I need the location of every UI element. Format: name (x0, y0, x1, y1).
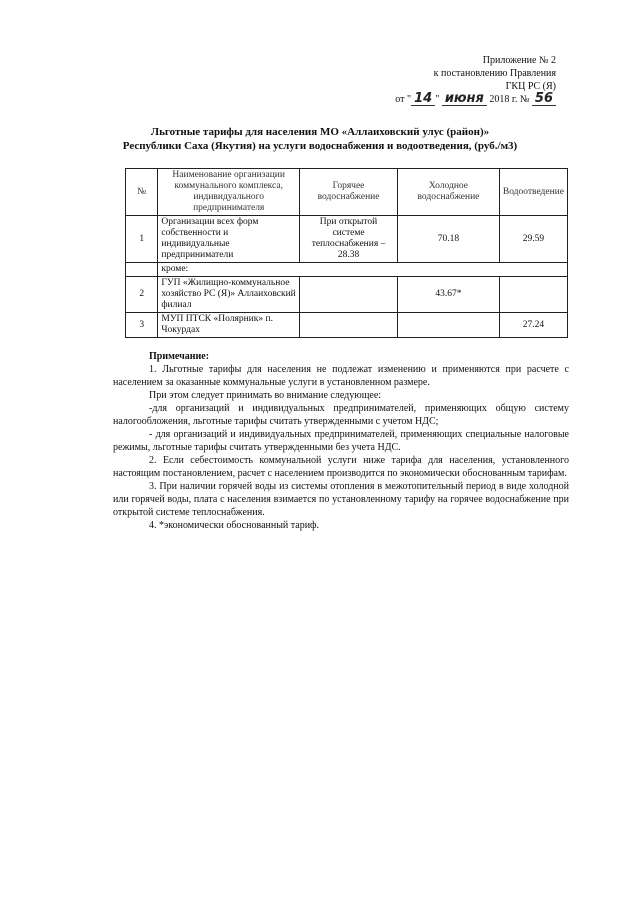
document-title (110, 125, 530, 153)
row-organization: ГУП «Жилищно-коммунальное хозяйство РС (Я)» Аллаиховский филиал (158, 277, 300, 313)
handwritten-day: 14 (411, 93, 435, 106)
notes-section (113, 350, 569, 532)
header-number: № (126, 169, 158, 216)
table-row (126, 277, 568, 313)
table-row (126, 216, 568, 263)
row-number: 2 (126, 277, 158, 313)
row-cold-water: 43.67* (398, 277, 500, 313)
authority-name: ГКЦ РС (Я) (505, 81, 556, 92)
row-cold-water: 70.18 (398, 216, 500, 263)
note-paragraph: 1. Льготные тарифы для населения не подлежат изменению и применяются при расчете с населением за оказанные коммунальные услуги в установленном размере. (113, 364, 569, 388)
header-organization: Наименование организации коммунального комплекса, индивидуального предпринимателя (158, 169, 300, 216)
row-wastewater: 27.24 (499, 313, 567, 338)
header-hot-water: Горячее водоснабжение (300, 169, 398, 216)
resolution-date-line (336, 93, 556, 106)
row-number: 1 (126, 216, 158, 263)
note-paragraph: При этом следует принимать во внимание следующее: (149, 390, 382, 401)
note-paragraph: - для организаций и индивидуальных предпринимателей, применяющих специальные налоговые режимы, льготные тарифы считать утвержденными без учета НДС. (113, 429, 569, 453)
date-year: 2018 г. № (489, 94, 530, 105)
note-paragraph: -для организаций и индивидуальных предпринимателей, применяющих общую систему налогообложения, льготные тарифы считать утвержденными с учетом НДС; (113, 403, 569, 427)
except-empty-cell (126, 263, 158, 277)
table-header-row (126, 169, 568, 216)
row-wastewater: 29.59 (499, 216, 567, 263)
resolution-reference: к постановлению Правления (433, 68, 556, 79)
row-wastewater (499, 277, 567, 313)
appendix-number: Приложение № 2 (482, 55, 556, 66)
tariff-table (125, 168, 568, 338)
date-prefix: от " (395, 94, 412, 105)
title-line-1: Льготные тарифы для населения МО «Аллаиховский улус (район)» (150, 126, 490, 138)
row-organization: МУП ПТСК «Полярник» п. Чокурдах (158, 313, 300, 338)
row-number: 3 (126, 313, 158, 338)
note-paragraph: 2. Если себестоимость коммунальной услуги ниже тарифа для населения, установленного настоящим постановлением, расчет с населением производится по экономически обоснованным тарифам. (113, 455, 569, 479)
except-label: кроме: (158, 263, 568, 277)
notes-heading: Примечание: (149, 351, 210, 362)
note-paragraph: 4. *экономически обоснованный тариф. (149, 520, 320, 531)
date-quote: " (435, 94, 440, 105)
row-hot-water (300, 277, 398, 313)
table-row (126, 313, 568, 338)
title-line-2: Республики Саха (Якутия) на услуги водоснабжения и водоотведения, (руб./м3) (122, 140, 518, 152)
row-cold-water (398, 313, 500, 338)
handwritten-number: 56 (532, 93, 556, 106)
table-row-except (126, 263, 568, 277)
note-paragraph: 3. При наличии горячей воды из системы отопления в межотопительный период в виде холодной или горячей воды, плата с населения взимается по установленному тарифу на горячее водоснабжение при открытой системе теплоснабжения. (113, 481, 569, 518)
row-hot-water (300, 313, 398, 338)
header-cold-water: Холодное водоснабжение (398, 169, 500, 216)
appendix-header (336, 54, 556, 106)
header-wastewater: Водоотведение (499, 169, 567, 216)
row-hot-water: При открытой системе теплоснабжения – 28.38 (300, 216, 398, 263)
row-organization: Организации всех форм собственности и индивидуальные предприниматели (158, 216, 300, 263)
handwritten-month: июня (442, 93, 487, 106)
